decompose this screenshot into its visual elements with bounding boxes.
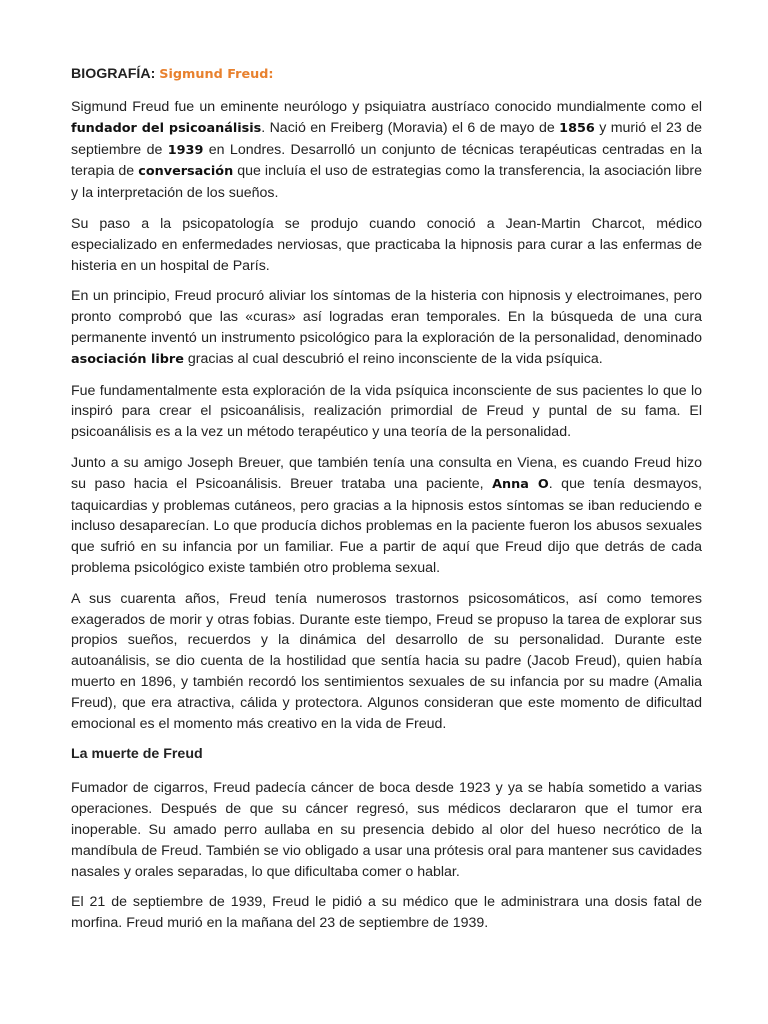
text-run: Sigmund Freud fue un eminente neurólogo y psiquiatra austríaco conocido mundialmente como el xyxy=(71,99,702,115)
text-run: Fumador de cigarros, Freud padecía cáncer de boca desde 1923 y ya se había sometido a varias operaciones. Después de que su cáncer regresó, sus médicos declararon que el tumor era inoperable. Su amado perro aullaba en su presencia debido al olor del hueso necrótico de la mandíbula de Freud. También se vio obligado a usar una prótesis oral para mantener sus cavidades nasales y orales separadas, lo que dificultaba comer o hablar. xyxy=(71,780,702,880)
text-run: en Londres. Desarrolló un conjunto de técnicas terapéuticas centradas en la terapia de xyxy=(71,141,702,180)
document-title xyxy=(71,64,702,85)
section-heading: La muerte de Freud xyxy=(71,746,203,763)
bold-text-run: 1856 xyxy=(559,120,595,136)
paragraph xyxy=(71,97,702,204)
text-run: Fue fundamentalmente esta exploración de la vida psíquica inconsciente de sus pacientes lo que lo inspiró para crear el psicoanálisis, realización primordial de Freud y puntal de su fama. El psicoanálisis es a la vez un método terapéutico y una teoría de la personalidad. xyxy=(71,382,702,441)
text-run: gracias al cual descubrió el reino inconsciente de la vida psíquica. xyxy=(183,350,603,367)
paragraph xyxy=(71,589,702,735)
title-label: BIOGRAFÍA: xyxy=(71,66,156,82)
paragraph xyxy=(71,381,702,443)
text-run: Su paso a la psicopatología se produjo cuando conoció a Jean-Martin Charcot, médico especializado en enfermedades nerviosas, que practicaba la hipnosis para curar a las enfermas de histeria en un hospital de París. xyxy=(71,215,702,274)
bold-text-run: Anna O xyxy=(492,476,549,492)
bold-text-run: conversación xyxy=(138,164,234,180)
text-run: En un principio, Freud procuró aliviar los síntomas de la histeria con hipnosis y electroimanes, pero pronto comprobó que las «curas» así logradas eran temporales. En la búsqueda de una cura permanente inventó un instrumento psicológico para la exploración de la personalidad, denominado xyxy=(71,288,702,346)
text-run: . que tenía desmayos, taquicardias y problemas cutáneos, pero gracias a la hipnosis estos síntomas se iban reduciendo e incluso desaparecían. Lo que producía dichos problemas en la paciente fueron los abusos sexuales que sufrió en su infancia por un familiar. Fue a partir de aquí que Freud dijo que detrás de cada problema psicológico existe también otro problema sexual. xyxy=(71,475,702,576)
text-run: que incluía el uso de estrategias como la transferencia, la asociación libre y la interpretación de los sueños. xyxy=(71,163,702,202)
text-run: y murió el 23 de septiembre de xyxy=(71,119,702,158)
bold-text-run: 1939 xyxy=(167,142,204,158)
text-run: Junto a su amigo Joseph Breuer, que también tenía una consulta en Viena, es cuando Freud hizo su paso hacia el Psicoanálisis. Breuer trataba una paciente, xyxy=(71,454,702,492)
paragraph xyxy=(71,453,702,579)
paragraph xyxy=(71,214,702,276)
bold-text-run: fundador del psicoanálisis xyxy=(71,120,262,136)
title-subject-name: Sigmund Freud: xyxy=(159,67,274,82)
paragraph xyxy=(71,286,702,370)
paragraph xyxy=(71,892,702,934)
text-run: El 21 de septiembre de 1939, Freud le pidió a su médico que le administrara una dosis fatal de morfina. Freud murió en la mañana del 23 de septiembre de 1939. xyxy=(71,894,702,932)
text-run: . Nació en Freiberg (Moravia) el 6 de mayo de xyxy=(261,119,560,136)
text-run: A sus cuarenta años, Freud tenía numerosos trastornos psicosomáticos, así como temores exagerados de morir y otras fobias. Durante este tiempo, Freud se propuso la tarea de explorar sus propios sueños, recuerdos y la dinámica del desarrollo de su personalidad. Durante este autoanálisis, se dio cuenta de la hostilidad que sentía hacia su padre (Jacob Freud), quien había muerto en 1896, y también recordó los sentimientos sexuales de su infancia por su madre (Amalia Freud), que era atractiva, cálida y protectora. Algunos consideran que este momento de dificultad emocional es el momento más creativo en la vida de Freud. xyxy=(71,590,702,732)
bold-text-run: asociación libre xyxy=(71,351,184,367)
paragraph xyxy=(71,778,702,882)
